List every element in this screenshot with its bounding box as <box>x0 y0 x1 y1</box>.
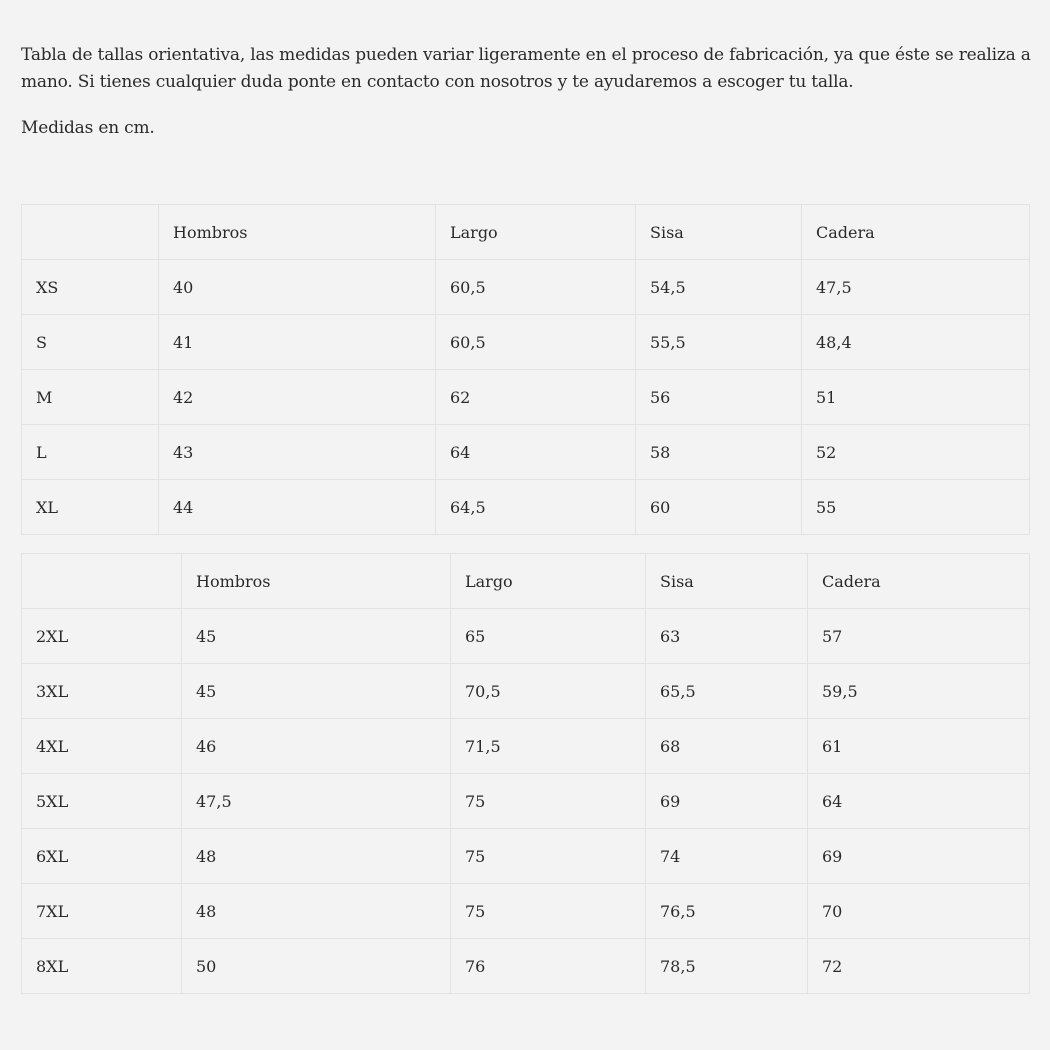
measurement-cell: 51 <box>802 370 1030 425</box>
measurement-cell: 43 <box>159 425 436 480</box>
table-row <box>22 939 1030 994</box>
size-table-1 <box>21 204 1030 535</box>
measurement-cell: 65 <box>451 609 646 664</box>
measurement-cell: 55 <box>802 480 1030 535</box>
measurement-cell: 59,5 <box>808 664 1030 719</box>
measurement-cell: 68 <box>646 719 808 774</box>
measurement-cell: 41 <box>159 315 436 370</box>
intro-line: mano. Si tienes cualquier duda ponte en contacto con nosotros y te ayudaremos a escoger tu talla. <box>21 72 854 92</box>
header-cell: Hombros <box>182 554 451 609</box>
header-size-cell <box>22 554 182 609</box>
measurement-cell: 76 <box>451 939 646 994</box>
header-row <box>22 205 1030 260</box>
measurement-cell: 64,5 <box>436 480 636 535</box>
measurement-cell: 55,5 <box>636 315 802 370</box>
measurement-cell: 65,5 <box>646 664 808 719</box>
measurement-cell: 60 <box>636 480 802 535</box>
measurement-cell: 75 <box>451 884 646 939</box>
size-label-cell: 7XL <box>22 884 182 939</box>
measurement-cell: 52 <box>802 425 1030 480</box>
measurement-cell: 45 <box>182 664 451 719</box>
measurement-cell: 69 <box>808 829 1030 884</box>
header-cell: Largo <box>451 554 646 609</box>
size-label-cell: 3XL <box>22 664 182 719</box>
header-cell: Sisa <box>646 554 808 609</box>
measurement-cell: 48,4 <box>802 315 1030 370</box>
measurement-cell: 56 <box>636 370 802 425</box>
table-row <box>22 664 1030 719</box>
measurement-cell: 60,5 <box>436 315 636 370</box>
measurement-cell: 50 <box>182 939 451 994</box>
header-cell: Hombros <box>159 205 436 260</box>
measurement-cell: 64 <box>436 425 636 480</box>
size-table-2 <box>21 553 1030 994</box>
size-label-cell: XL <box>22 480 159 535</box>
measurement-cell: 74 <box>646 829 808 884</box>
table-row <box>22 829 1030 884</box>
table-row <box>22 480 1030 535</box>
header-row <box>22 554 1030 609</box>
table-row <box>22 315 1030 370</box>
measurement-cell: 42 <box>159 370 436 425</box>
table-row <box>22 774 1030 829</box>
measurement-cell: 71,5 <box>451 719 646 774</box>
measurement-cell: 44 <box>159 480 436 535</box>
table-row <box>22 425 1030 480</box>
size-label-cell: M <box>22 370 159 425</box>
measurement-cell: 61 <box>808 719 1030 774</box>
units-note: Medidas en cm. <box>21 118 155 138</box>
measurement-cell: 45 <box>182 609 451 664</box>
measurement-cell: 48 <box>182 829 451 884</box>
size-label-cell: L <box>22 425 159 480</box>
measurement-cell: 78,5 <box>646 939 808 994</box>
header-cell: Cadera <box>808 554 1030 609</box>
measurement-cell: 69 <box>646 774 808 829</box>
measurement-cell: 48 <box>182 884 451 939</box>
table-row <box>22 719 1030 774</box>
measurement-cell: 70 <box>808 884 1030 939</box>
table-body <box>22 260 1030 535</box>
measurement-cell: 60,5 <box>436 260 636 315</box>
measurement-cell: 47,5 <box>182 774 451 829</box>
header-cell: Cadera <box>802 205 1030 260</box>
table-header <box>22 554 1030 609</box>
header-size-cell <box>22 205 159 260</box>
table-row <box>22 884 1030 939</box>
table-row <box>22 370 1030 425</box>
measurement-cell: 58 <box>636 425 802 480</box>
measurement-cell: 76,5 <box>646 884 808 939</box>
size-label-cell: 6XL <box>22 829 182 884</box>
size-label-cell: 4XL <box>22 719 182 774</box>
table-row <box>22 260 1030 315</box>
intro-paragraph <box>21 42 1031 96</box>
measurement-cell: 47,5 <box>802 260 1030 315</box>
table-body <box>22 609 1030 994</box>
table-row <box>22 609 1030 664</box>
header-cell: Largo <box>436 205 636 260</box>
measurement-cell: 75 <box>451 774 646 829</box>
measurement-cell: 64 <box>808 774 1030 829</box>
measurement-cell: 72 <box>808 939 1030 994</box>
measurement-cell: 46 <box>182 719 451 774</box>
measurement-cell: 70,5 <box>451 664 646 719</box>
size-label-cell: 2XL <box>22 609 182 664</box>
measurement-cell: 54,5 <box>636 260 802 315</box>
table-header <box>22 205 1030 260</box>
measurement-cell: 40 <box>159 260 436 315</box>
size-label-cell: 8XL <box>22 939 182 994</box>
size-label-cell: S <box>22 315 159 370</box>
measurement-cell: 75 <box>451 829 646 884</box>
measurement-cell: 63 <box>646 609 808 664</box>
size-label-cell: XS <box>22 260 159 315</box>
intro-line: Tabla de tallas orientativa, las medidas pueden variar ligeramente en el proceso de fabricación, ya que éste se realiza a <box>21 45 1031 65</box>
header-cell: Sisa <box>636 205 802 260</box>
size-label-cell: 5XL <box>22 774 182 829</box>
measurement-cell: 57 <box>808 609 1030 664</box>
measurement-cell: 62 <box>436 370 636 425</box>
